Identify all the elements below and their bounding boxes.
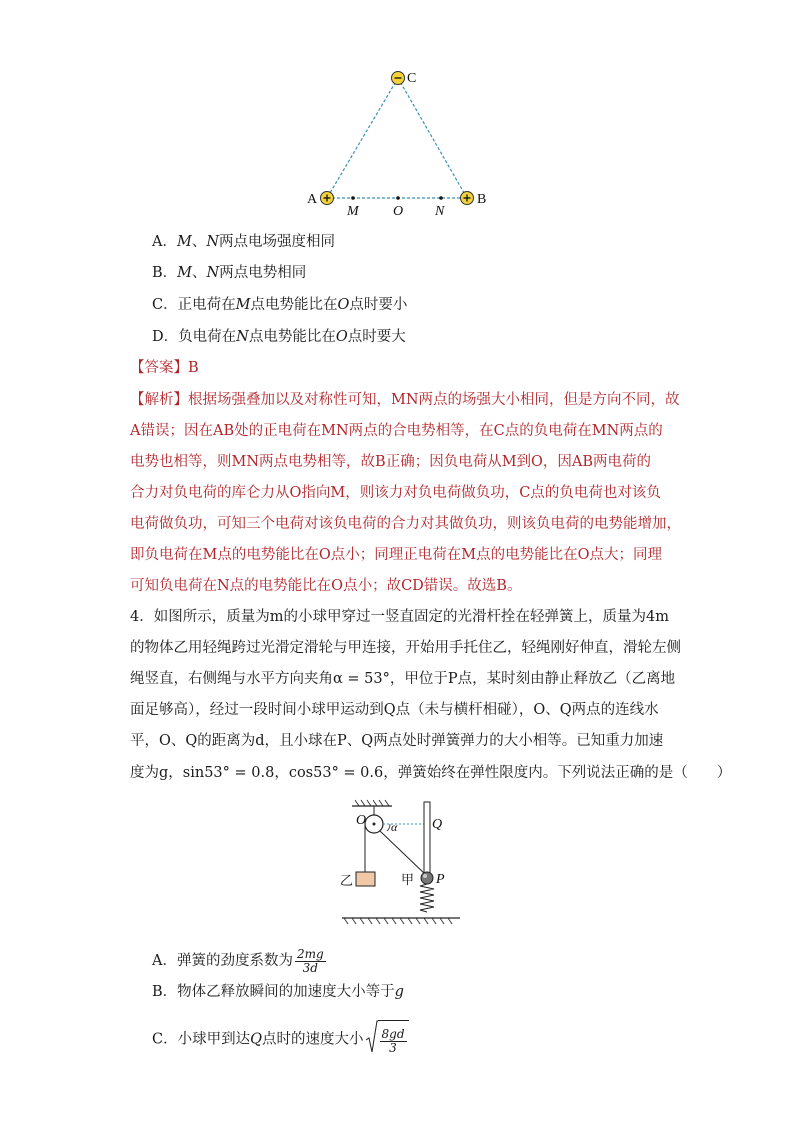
q3-analysis-line-5: 电荷做负功，可知三个电荷对该负电荷的合力对其做负功，则该负电荷的电势能增加， [130,516,681,532]
ceiling [352,800,392,806]
point-m [351,196,355,200]
side-ac [327,78,398,198]
ball-jia [421,872,433,884]
label-a: A [307,192,318,207]
q4-stem-line-4: 面足够高），经过一段时间小球甲运动到Q点（未与横杆相碰），O、Q两点的连线水 [130,702,659,718]
q3-analysis-line-6: 即负电荷在M点的电势能比在O点小；同理正电荷在M点的电势能比在O点大；同理 [130,547,662,563]
q3-analysis-line-4: 合力对负电荷的库仑力从O指向M，则该力对负电荷做负功，C点的负电荷也对该负 [130,485,661,501]
charge-triangle-figure [300,62,500,222]
block-yi [356,872,375,886]
fraction-2mg-3d: $\frac{2mg}{3d}$ [296,946,324,975]
charge-b [461,192,474,205]
side-bc [398,78,467,198]
q4-option-a: A．弹簧的劲度系数为 $\frac{2mg}{3d}$ [152,946,324,975]
label-n: N [435,204,445,219]
q3-analysis-line-1: 【解析】根据场强叠加以及对称性可知，MN两点的场强大小相同，但是方向不同，故 [130,392,680,408]
answer-value: B [188,360,199,376]
q4-stem-line-2: 的物体乙用轻绳跨过光滑定滑轮与甲连接，开始用手托住乙，轻绳刚好伸直，滑轮左侧 [130,640,681,656]
label-alpha: α [391,820,398,834]
pulley-spring-figure [330,794,470,929]
q4-option-c: C．小球甲到达Q点时的速度大小 $\frac{8gd}{3}$ [152,1020,409,1059]
label-o: O [356,813,367,828]
q4-stem-line-1: 4．如图所示，质量为m的小球甲穿过一竖直固定的光滑杆拴在轻弹簧上，质量为4m [130,609,669,625]
sqrt-8gd-3: $\frac{8gd}{3}$ [366,1020,409,1059]
vertical-rod [424,802,430,878]
label-o: O [393,204,404,219]
q3-analysis-line-7: 可知负电荷在N点的电势能比在O点小；故CD错误。故选B。 [130,578,522,594]
q4-stem-line-3: 绳竖直，右侧绳与水平方向夹角α = 53°，甲位于P点，某时刻由静止释放乙（乙离地 [130,671,676,687]
label-yi: 乙 [340,873,354,888]
label-m: M [347,204,359,219]
label-jia: 甲 [401,872,415,887]
q3-option-d: D．负电荷在N点电势能比在O点时要大 [152,329,406,345]
label-c: C [407,71,417,86]
q3-option-c: C．正电荷在M点电势能比在O点时要小 [152,297,408,313]
label-q: Q [432,817,443,832]
point-n [439,196,443,200]
q4-stem-line-6: 度为g，sin53° = 0.8，cos53° = 0.6，弹簧始终在弹性限度内。下列说法正确的是（ ） [130,765,732,781]
q3-analysis-line-2: A错误；因在AB处的正电荷在MN两点的合电势相等，在C点的负电荷在MN两点的 [130,423,663,439]
q4-option-b: B．物体乙释放瞬间的加速度大小等于g [152,984,404,1000]
charge-c [392,72,405,85]
ground [342,918,460,924]
label-p: P [436,872,445,887]
q3-option-a: A．M、N两点电场强度相同 [152,234,336,250]
charge-a [321,192,334,205]
analysis-label: 【解析】 [130,392,188,408]
rope-right [380,831,427,876]
spring [420,884,434,912]
q3-answer [130,358,199,378]
q3-analysis-line-3: 电势也相等，则MN两点电势相等，故B正确；因负电荷从M到O，因AB两电荷的 [130,454,652,470]
answer-label: 【答案】 [130,360,188,376]
q3-option-b: B．M、N两点电势相同 [152,265,307,281]
label-b: B [477,192,487,207]
point-o [396,196,400,200]
q4-stem-line-5: 平，O、Q的距离为d，且小球在P、Q两点处时弹簧弹力的大小相等。已知重力加速 [130,733,664,749]
